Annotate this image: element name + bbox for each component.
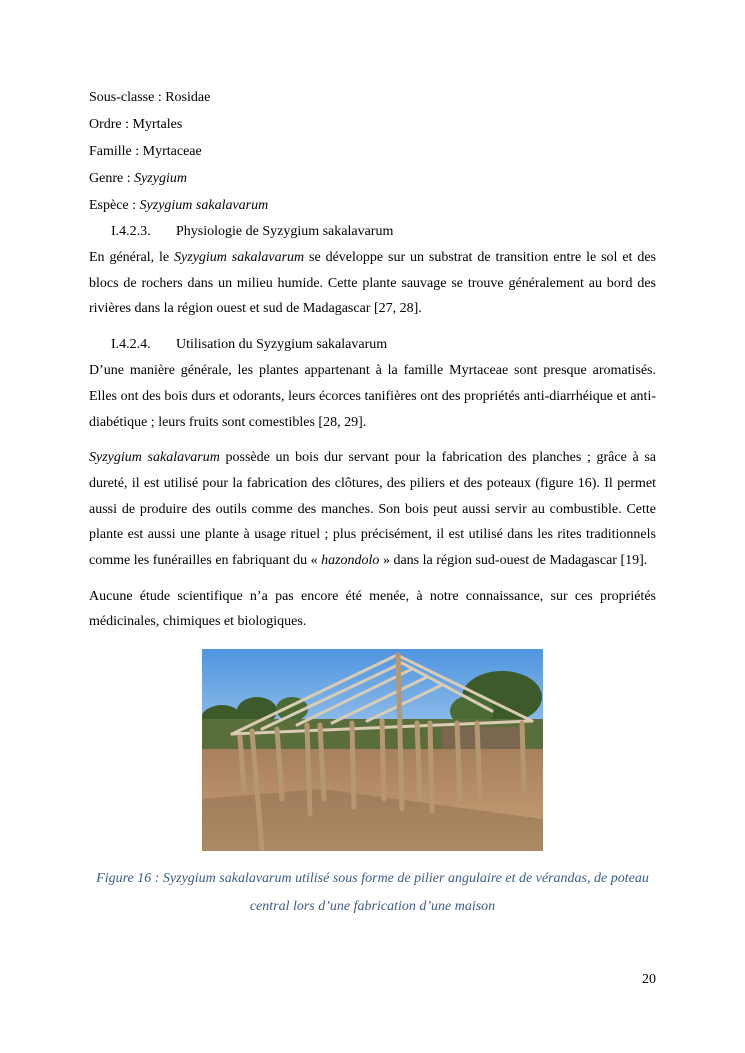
paragraph-physiologie <box>89 245 656 322</box>
text-run: possède un bois dur servant pour la fabrication des planches ; grâce à sa dureté, il est utilisé pour la fabrication des clôtures, des piliers et des poteaux (figure 16). Il permet aussi de produire des outils comme des manches. Son bois peut aussi servir au combustible. Cette plante est aussi une plante à usage rituel ; plus précisément, il est utilisé dans les rites traditionnels comme les funérailles en fabriquant du « <box>89 450 656 569</box>
genre-label: Genre : <box>89 171 135 186</box>
taxonomy-sous-classe: Sous-classe : Rosidae <box>89 90 211 105</box>
figure-caption: Figure 16 : Syzygium sakalavarum utilisé sous forme de pilier angulaire et de vérandas, de poteau central lors d’une fabrication d’une maison <box>96 871 649 915</box>
section-title: Physiologie de Syzygium sakalavarum <box>176 224 394 239</box>
genre-value: Syzygium <box>134 171 187 186</box>
text-run: En général, le <box>89 250 175 265</box>
espece-value: Syzygium sakalavarum <box>139 198 269 213</box>
section-number: I.4.2.3. <box>111 224 151 239</box>
taxonomy-genre <box>89 165 656 192</box>
paragraph-utilisation-1: D’une manière générale, les plantes appartenant à la famille Myrtaceae sont presque aromatisés. Elles ont des bois durs et odorants, leurs écorces tanifières ont des propriétés anti-diarrhéique et anti-diabétique ; leurs fruits sont comestibles [28, 29]. <box>89 363 656 430</box>
taxonomy-famille: Famille : Myrtaceae <box>89 144 202 159</box>
taxonomy-espece <box>89 192 656 219</box>
taxonomy-ordre: Ordre : Myrtales <box>89 117 183 132</box>
document-body <box>89 84 656 921</box>
term-hazondolo: hazondolo <box>321 553 380 569</box>
species-name: Syzygium sakalavarum <box>89 450 220 466</box>
figure-photo <box>202 649 543 851</box>
page-number: 20 <box>642 972 656 987</box>
espece-label: Espèce : <box>89 198 140 213</box>
text-run: se développe sur un substrat de transition entre le sol et des blocs de rochers dans un milieu humide. Cette plante sauvage se trouve généralement au bord des rivières dans la région ouest et sud de Madagascar [27, 28]. <box>89 250 656 317</box>
section-number: I.4.2.4. <box>111 337 151 353</box>
section-heading-physiologie <box>89 219 656 245</box>
paragraph-utilisation-3: Aucune étude scientifique n’a pas encore été menée, à notre connaissance, sur ces propriétés médicinales, chimiques et biologiques. <box>89 588 656 630</box>
species-name: Syzygium sakalavarum <box>174 250 305 265</box>
paragraph-utilisation-2 <box>89 445 656 574</box>
text-run: » dans la région sud-ouest de Madagascar [19]. <box>379 553 648 569</box>
section-heading-utilisation <box>89 332 656 358</box>
section-title: Utilisation du Syzygium sakalavarum <box>176 337 388 353</box>
